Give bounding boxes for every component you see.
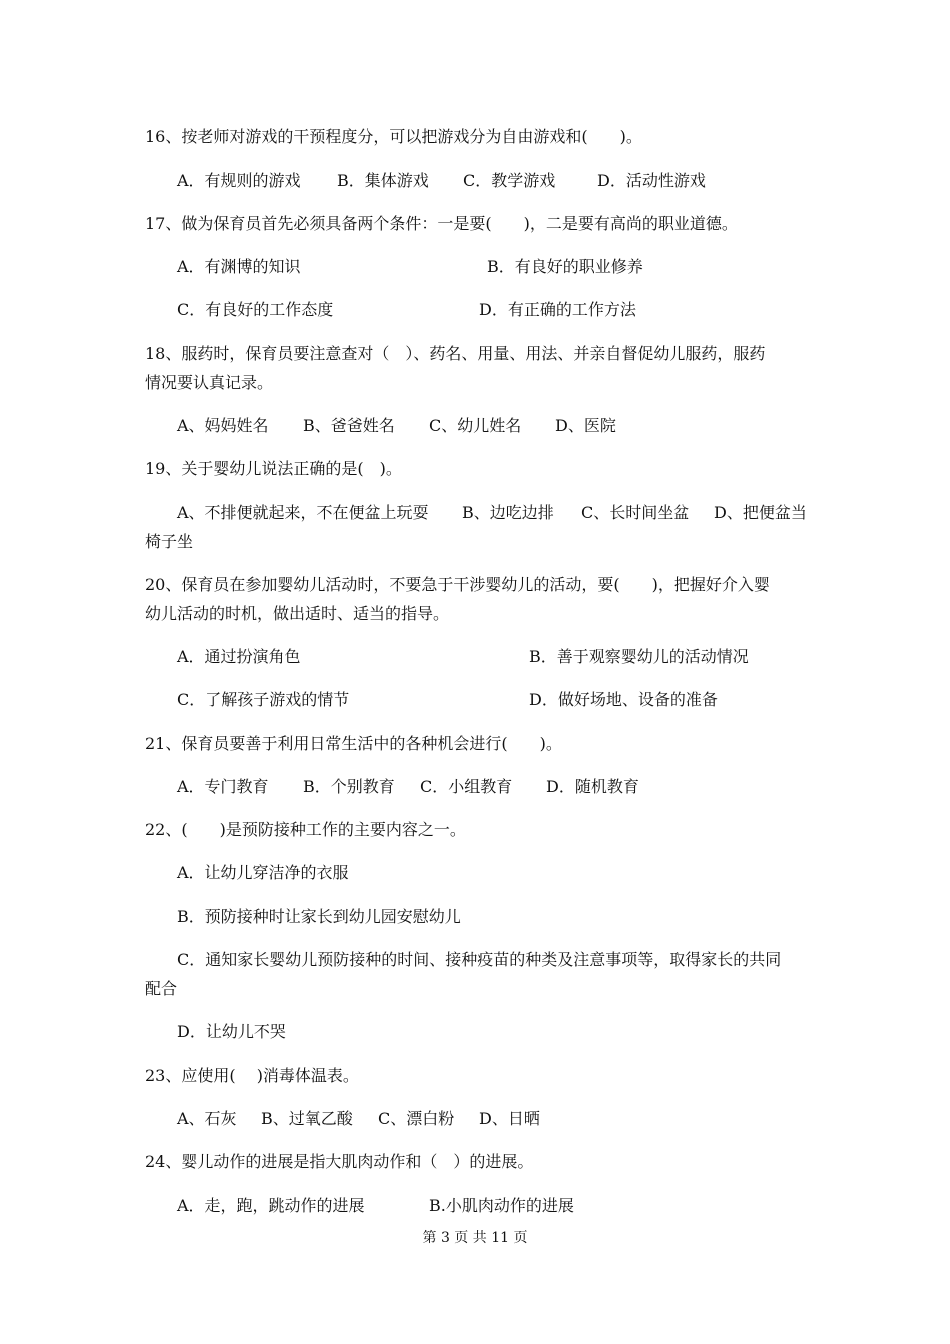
option-b: B．有良好的职业修养 (487, 257, 643, 276)
question-24-stem: 24、婴儿动作的进展是指大肌肉动作和（ ）的进展。 (145, 1152, 534, 1171)
option-c: C．了解孩子游戏的情节 (177, 690, 350, 709)
question-22-stem: 22、( )是预防接种工作的主要内容之一。 (145, 820, 466, 839)
option-b: B、边吃边排 (462, 503, 554, 522)
question-20-stem: 20、保育员在参加婴幼儿活动时，不要急于干涉婴幼儿的活动，要( )，把握好介入婴 (145, 575, 770, 594)
option-b: B．集体游戏 (337, 171, 429, 190)
option-a: A、妈妈姓名 (177, 416, 269, 435)
option-d: D．做好场地、设备的准备 (529, 690, 718, 709)
option-c: C．有良好的工作态度 (177, 300, 334, 319)
question-16-stem: 16、按老师对游戏的干预程度分，可以把游戏分为自由游戏和( )。 (145, 127, 642, 146)
option-a: A．通过扮演角色 (177, 647, 301, 666)
option-c: C、长时间坐盆 (581, 503, 690, 522)
option-c: C．教学游戏 (463, 171, 556, 190)
question-18-stem: 18、服药时，保育员要注意查对（ ）、药名、用量、用法、并亲自督促幼儿服药，服药 (145, 344, 766, 363)
option-d: D、把便盆当 (714, 503, 807, 522)
option-b: B、过氧乙酸 (261, 1109, 353, 1128)
option-a: A．让幼儿穿洁净的衣服 (177, 863, 349, 882)
option-b: B.小肌肉动作的进展 (429, 1196, 574, 1215)
option-d: D．活动性游戏 (597, 171, 706, 190)
option-a: A．走，跑，跳动作的进展 (177, 1196, 365, 1215)
question-21-stem: 21、保育员要善于利用日常生活中的各种机会进行( )。 (145, 734, 562, 753)
option-a: A、不排便就起来，不在便盆上玩耍 (177, 503, 429, 522)
option-a: A．专门教育 (177, 777, 269, 796)
option-a: A．有规则的游戏 (177, 171, 301, 190)
option-c: C、幼儿姓名 (429, 416, 522, 435)
option-d: D．随机教育 (546, 777, 639, 796)
option-d: D．有正确的工作方法 (479, 300, 636, 319)
option-d: D、医院 (555, 416, 616, 435)
question-17-stem: 17、做为保育员首先必须具备两个条件：一是要( )，二是要有高尚的职业道德。 (145, 214, 738, 233)
option-continuation: 椅子坐 (145, 532, 194, 551)
option-b: B．个别教育 (303, 777, 395, 796)
option-a: A．有渊博的知识 (177, 257, 301, 276)
question-19-stem: 19、关于婴幼儿说法正确的是( )。 (145, 459, 402, 478)
option-c: C．小组教育 (420, 777, 513, 796)
option-c: C、漂白粉 (378, 1109, 455, 1128)
option-d: D、日晒 (479, 1109, 540, 1128)
option-b: B．预防接种时让家长到幼儿园安慰幼儿 (177, 907, 461, 926)
option-b: B、爸爸姓名 (303, 416, 395, 435)
option-c: C．通知家长婴幼儿预防接种的时间、接种疫苗的种类及注意事项等，取得家长的共同 (177, 950, 782, 969)
option-b: B．善于观察婴幼儿的活动情况 (529, 647, 749, 666)
page-number-footer: 第 3 页 共 11 页 (422, 1230, 528, 1246)
option-d: D．让幼儿不哭 (177, 1022, 286, 1041)
question-23-stem: 23、应使用( )消毒体温表。 (145, 1066, 359, 1085)
question-20-stem-cont: 幼儿活动的时机，做出适时、适当的指导。 (145, 604, 450, 623)
question-18-stem-cont: 情况要认真记录。 (145, 373, 274, 392)
option-continuation: 配合 (145, 979, 178, 998)
option-a: A、石灰 (177, 1109, 237, 1128)
